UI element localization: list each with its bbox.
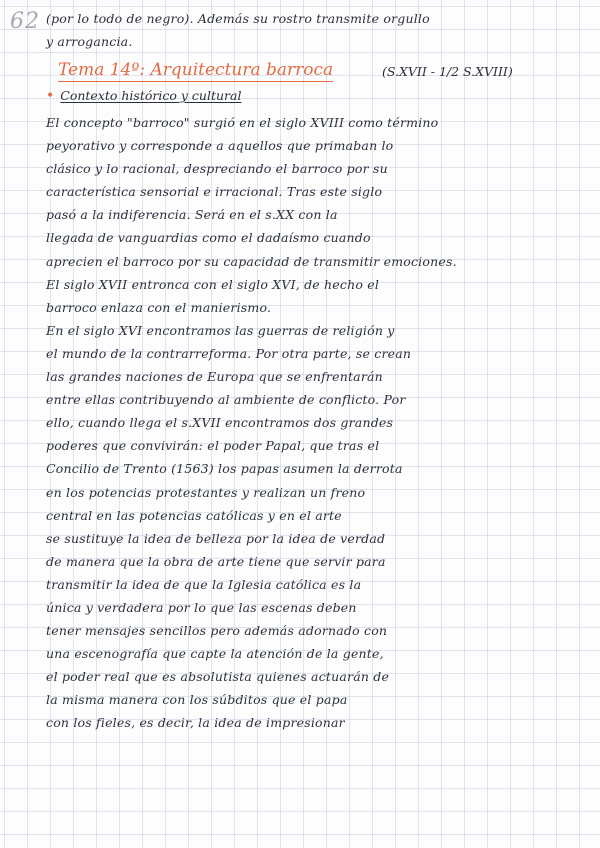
text-line: las grandes naciones de Europa que se enfrentarán [46, 369, 383, 385]
bullet-icon: • [46, 88, 55, 104]
text-line: El concepto "barroco" surgió en el siglo XVIII como término [46, 115, 439, 130]
text-line: pasó a la indiferencia. Será en el s.XX con la [46, 207, 338, 223]
text-line: la misma manera con los súbditos que el papa [46, 692, 348, 708]
text-line: entre ellas contribuyendo al ambiente de conflicto. Por [46, 392, 406, 408]
text-line: poderes que convivirán: el poder Papal, que tras el [46, 438, 380, 454]
text-line: el poder real que es absolutista quienes actuarán de [46, 669, 390, 685]
text-line: característica sensorial e irracional. Tras este siglo [46, 184, 383, 200]
text-line: aprecien el barroco por su capacidad de transmitir emociones. [46, 253, 457, 269]
text-line: central en las potencias católicas y en el arte [46, 507, 342, 523]
text-line: transmitir la idea de que la Iglesia católica es la [46, 576, 362, 592]
text-line: peyorativo y corresponde a aquellos que primaban lo [46, 138, 394, 154]
text-line: El siglo XVII entronca con el siglo XVI, de hecho el [46, 276, 380, 292]
section-heading-text: Contexto histórico y cultural [60, 88, 242, 103]
intro-paragraph [46, 7, 566, 53]
text-line: y arrogancia. [46, 34, 133, 50]
text-line: (por lo todo de negro). Además su rostro transmite orgullo [46, 11, 430, 26]
text-line: Concilio de Trento (1563) los papas asumen la derrota [46, 461, 403, 477]
page-number: 62 [10, 9, 40, 34]
text-line: con los fieles, es decir, la idea de impresionar [46, 715, 345, 731]
text-line: tener mensajes sencillos pero además adornado con [46, 623, 388, 639]
text-line: ello, cuando llega el s.XVII encontramos dos grandes [46, 415, 394, 431]
text-line: el mundo de la contrarreforma. Por otra parte, se crean [46, 345, 412, 361]
text-line: de manera que la obra de arte tiene que servir para [46, 553, 386, 569]
topic-period: (S.XVII - 1/2 S.XVIII) [382, 64, 513, 79]
text-line: barroco enlaza con el manierismo. [46, 299, 272, 315]
text-line: en los potencias protestantes y realizan un freno [46, 484, 366, 500]
text-line: llegada de vanguardias como el dadaísmo cuando [46, 230, 371, 246]
topic-title-text: Tema 14º: Arquitectura barroca [58, 60, 334, 80]
text-line: clásico y lo racional, despreciando el barroco por su [46, 161, 388, 177]
text-line: En el siglo XVI encontramos las guerras de religión y [46, 322, 395, 338]
text-line: una escenografía que capte la atención de la gente, [46, 646, 384, 662]
topic-title [58, 60, 333, 82]
text-line: única y verdadera por lo que las escenas deben [46, 599, 357, 615]
text-line: se sustituye la idea de belleza por la idea de verdad [46, 530, 386, 546]
body-paragraph [46, 111, 566, 735]
section-heading [46, 88, 241, 104]
